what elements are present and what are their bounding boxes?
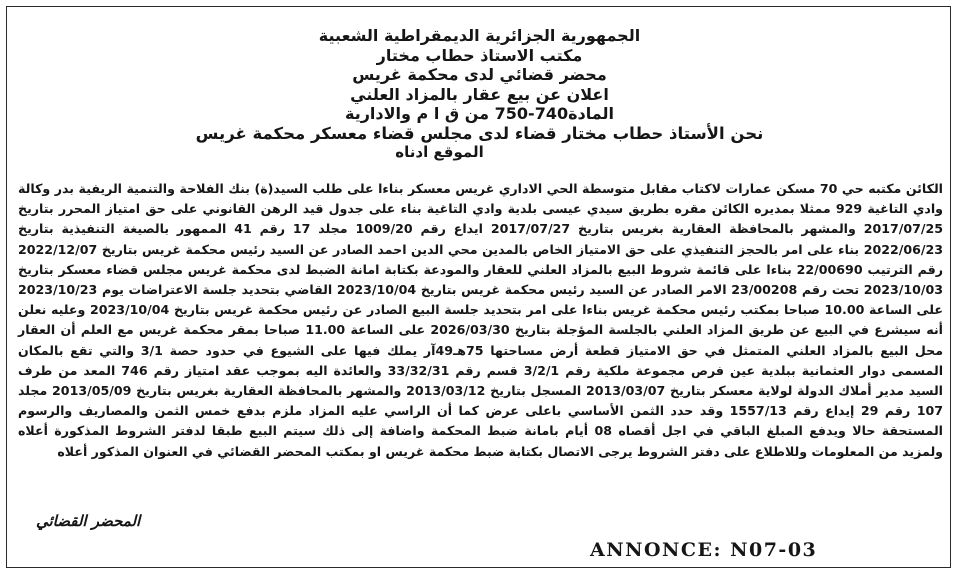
office-name: مكتب الاستاذ حطاب مختار [376,45,583,65]
annonce-number: ANNONCE: N07-03 [590,539,818,561]
declarant-line: نحن الأستاذ حطاب مختار قضاء لدى مجلس قضاء معسكر محكمة غريس [195,123,764,143]
republic-title: الجمهورية الجزائرية الديمقراطية الشعبية [318,26,641,45]
body-paragraph: الكائن مكتبه حي 70 مسكن عمارات لاكتاب مقابل متوسطة الحي الاداري غريس معسكر بناءا على طلب السيد(ة) بنك الفلاحة والتنمية الريفية بدر وكالة وادي التاغية 929 ممثلا بمديره الكائن مقره بطريق سيدي عيسى بلدية وادي التاغية بناء على جدول قيد الرهن القانوني على حق امتياز المحرر بتاريخ 2017/07/25 والمشهر بالمحافظة العقارية بغريس بتاريخ 2017/07/27 ايداع رقم 1009/20 مجلد 17 رقم 41 الممهور بالصيغة التنفيذية بتاريخ 2022/06/23 بناء على امر بالحجز التنفيذي على حق الامتياز الخاص بالمدين محي الدين احمد الصادر عن السيد رئيس محكمة غريس بتاريخ 2022/12/07 رقم الترتيب 22/00690 بناءا على قائمة شروط البيع بالمزاد العلني للعقار والمودعة بكتابة امانة الضبط لدى محكمة غريس مجلس قضاء معسكر بتاريخ 2023/10/03 تحت رقم 23/00208 الامر الصادر عن السيد رئيس محكمة غريس بتاريخ 2023/10/04 القاضي بتحديد جلسة الاعتراضات يوم 2023/10/23 على الساعة 10.00 صباحا بمكتب رئيس محكمة غريس بناءا على امر بتحديد جلسة البيع الصادر عن رئيس محكمة غريس بتاريخ 2023/10/04 وعليه نعلن أنه سيشرع في البيع عن طريق المزاد العلني بالجلسة المؤجلة بتاريخ 2026/03/30 على الساعة 11.00 صباحا بمقر محكمة غريس مع العلم أن العقار محل البيع بالمزاد العلني المتمثل في حق الامتياز قطعة أرض مساحتها 75هـ49آر يملك فيها على الشيوع في حدود حصة 3/1 والتي تقع بالمكان المسمى دوار العثمانية ببلدية عين فرص مجموعة ملكية رقم 3/2/1 قسم رقم 33/32/31 والعائدة اليه بموجب عقد امتياز رقم 746 المعد من طرف السيد مدير أملاك الدولة لولاية معسكر بتاريخ 2013/03/07 المسجل بتاريخ 2013/03/12 والمشهر بالمحافظة العقارية بغريس بتاريخ 2013/05/09 مجلد 107 رقم 29 إيداع رقم 1557/13 وقد حدد الثمن الأساسي باعلى عرض كما أن الراسي عليه المزاد ملزم بدفع خمس الثمن والمصاريف والرسوم المستحقة حالا ويدفع المبلغ الباقي في اجل أقصاه 08 أيام بامانة ضبط المحكمة واضافة إلى ذلك سيتم البيع طبقا لدفتر الشروط المذكورة أعلاه ولمزيد من المعلومات وللاطلاع على دفتر الشروط يرجى الاتصال بكتابة ضبط محكمة غريس او بمكتب المحضر القضائي في العنوان المذكور أعلاه [18,181,944,459]
announcement-title: اعلان عن بيع عقار بالمزاد العلني [350,84,609,104]
legal-article: المادة740-750 من ق ا م والادارية [345,104,614,123]
document-header [40,26,919,163]
undersigned-line: الموقع ادناه [395,143,484,161]
bailiff-title: محضر قضائي لدى محكمة غريس [352,65,607,84]
bailiff-signature: المحضر القضائي [36,512,141,530]
announcement-body [18,179,943,462]
